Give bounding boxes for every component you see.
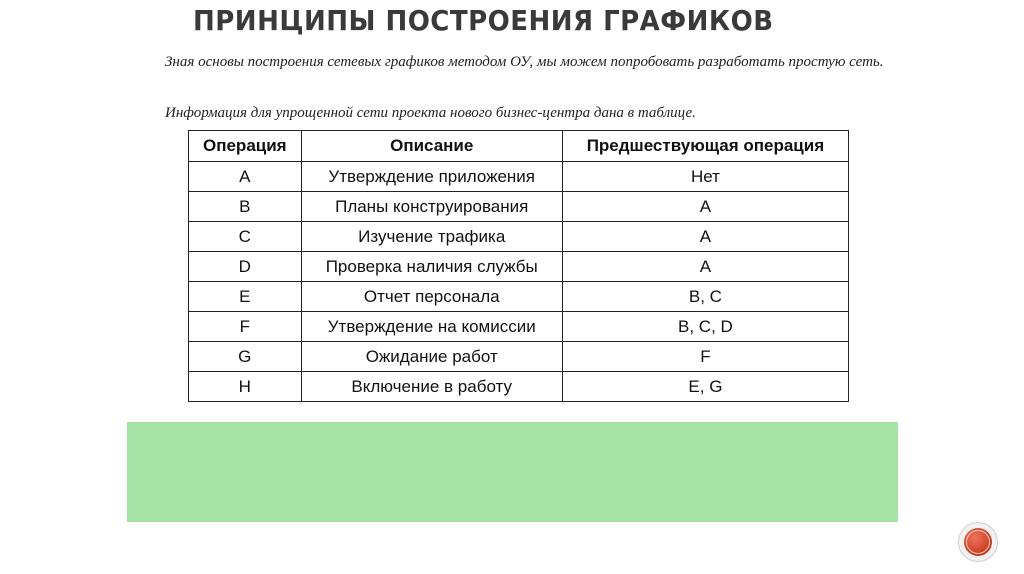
cell-description: Изучение трафика <box>301 222 562 252</box>
cell-predecessor: E, G <box>562 372 848 402</box>
cell-operation: A <box>189 162 302 192</box>
table-row <box>189 312 849 342</box>
cell-description: Отчет персонала <box>301 282 562 312</box>
green-placeholder-box <box>127 422 898 522</box>
cell-description: Планы конструирования <box>301 192 562 222</box>
cell-operation: F <box>189 312 302 342</box>
table-row <box>189 372 849 402</box>
table-row <box>189 192 849 222</box>
table-row <box>189 222 849 252</box>
slide-title: ПРИНЦИПЫ ПОСТРОЕНИЯ ГРАФИКОВ <box>193 4 774 37</box>
table-caption: Информация для упрощенной сети проекта нового бизнес-центра дана в таблице. <box>165 105 696 121</box>
cell-predecessor: A <box>562 192 848 222</box>
cell-description: Утверждение на комиссии <box>301 312 562 342</box>
intro-paragraph: Зная основы построения сетевых графиков методом ОУ, мы можем попробовать разработать простую сеть. <box>165 54 884 70</box>
table-row <box>189 162 849 192</box>
slide-nav-badge[interactable] <box>958 522 998 562</box>
cell-predecessor: F <box>562 342 848 372</box>
cell-description: Утверждение приложения <box>301 162 562 192</box>
cell-predecessor: A <box>562 222 848 252</box>
cell-predecessor: A <box>562 252 848 282</box>
cell-operation: H <box>189 372 302 402</box>
header-predecessor: Предшествующая операция <box>562 131 848 162</box>
cell-description: Ожидание работ <box>301 342 562 372</box>
table-header-row <box>189 131 849 162</box>
operations-table <box>188 130 849 402</box>
header-operation: Операция <box>189 131 302 162</box>
header-description: Описание <box>301 131 562 162</box>
cell-operation: G <box>189 342 302 372</box>
cell-description: Включение в работу <box>301 372 562 402</box>
cell-predecessor: B, C, D <box>562 312 848 342</box>
cell-predecessor: Нет <box>562 162 848 192</box>
table-row <box>189 342 849 372</box>
badge-ring-decoration <box>966 530 990 554</box>
table-row <box>189 252 849 282</box>
cell-operation: B <box>189 192 302 222</box>
cell-operation: E <box>189 282 302 312</box>
cell-operation: D <box>189 252 302 282</box>
cell-predecessor: B, C <box>562 282 848 312</box>
table-row <box>189 282 849 312</box>
cell-description: Проверка наличия службы <box>301 252 562 282</box>
cell-operation: C <box>189 222 302 252</box>
